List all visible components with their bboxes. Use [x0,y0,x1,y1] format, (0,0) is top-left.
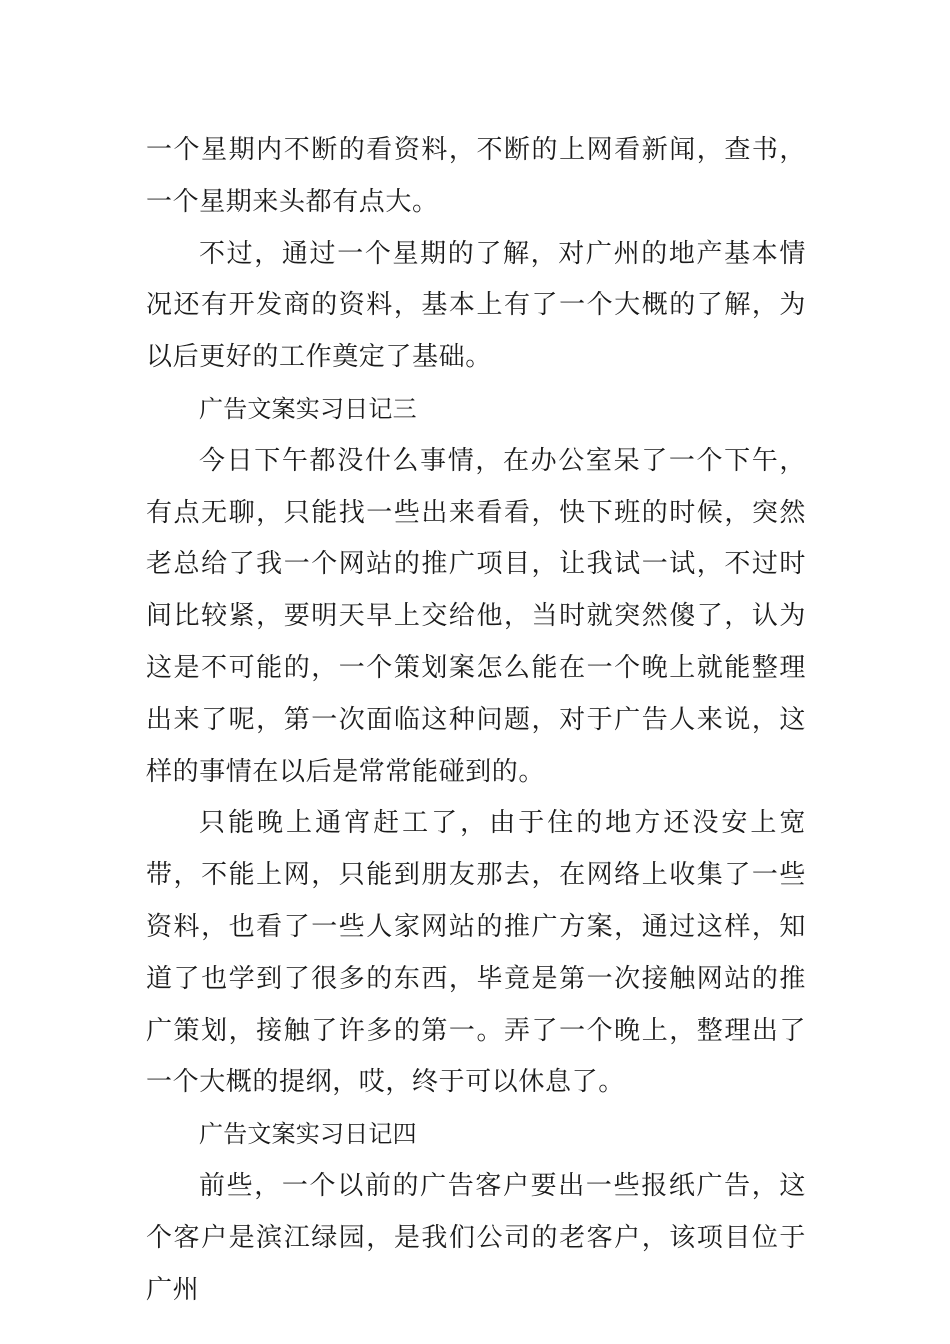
paragraph: 今日下午都没什么事情，在办公室呆了一个下午，有点无聊，只能找一些出来看看，快下班的时候，突然老总给了我一个网站的推广项目，让我试一试，不过时间比较紧，要明天早上交给他，当时就突然傻了，认为这是不可能的，一个策划案怎么能在一个晚上就能整理出来了呢，第一次面临这种问题，对于广告人来说，这样的事情在以后是常常能碰到的。 [146,445,806,787]
paragraph-continued: 一个星期内不断的看资料，不断的上网看新闻，查书，一个星期来头都有点大。 [146,135,806,217]
document-page [146,125,806,1316]
section-heading: 广告文案实习日记四 [199,1120,417,1149]
section-heading: 广告文案实习日记三 [199,394,417,423]
paragraph: 只能晚上通宵赶工了，由于住的地方还没安上宽带，不能上网，只能到朋友那去，在网络上收集了一些资料，也看了一些人家网站的推广方案，通过这样，知道了也学到了很多的东西，毕竟是第一次接触网站的推广策划，接触了许多的第一。弄了一个晚上，整理出了一个大概的提纲，哎，终于可以休息了。 [146,808,806,1098]
paragraph: 不过，通过一个星期的了解，对广州的地产基本情况还有开发商的资料，基本上有了一个大概的了解，为以后更好的工作奠定了基础。 [146,238,806,373]
paragraph: 前些，一个以前的广告客户要出一些报纸广告，这个客户是滨江绿园，是我们公司的老客户，该项目位于广州 [146,1170,806,1305]
